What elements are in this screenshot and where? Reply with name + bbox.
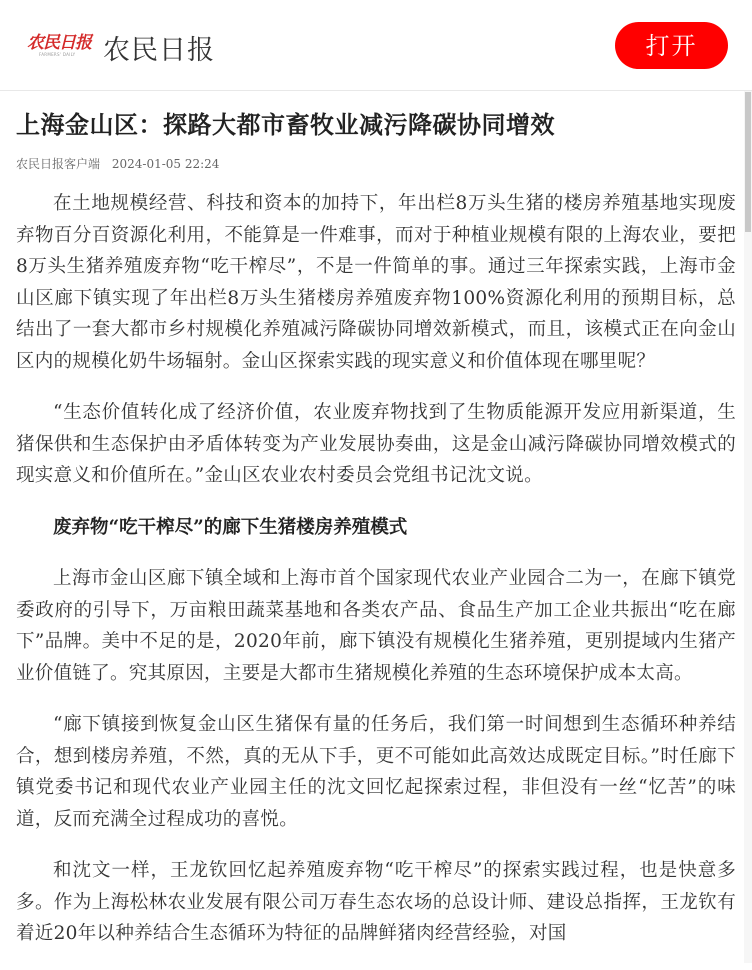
logo-english: FARMERS' DAILY [39, 52, 76, 57]
farmers-daily-logo[interactable] [27, 28, 91, 64]
article [16, 100, 736, 970]
app-header [0, 0, 752, 91]
scrollbar-thumb[interactable] [745, 92, 751, 232]
paragraph: 上海市金山区廊下镇全域和上海市首个国家现代农业产业园合二为一，在廊下镇党委政府的引导下，万亩粮田蔬菜基地和各类农产品、食品生产加工企业共振出“吃在廊下”品牌。美中不足的是，2020年前，廊下镇没有规模化生猪养殖，更别提域内生猪产业价值链了。究其原因，主要是大都市生猪规模化养殖的生态环境保护成本太高。 [16, 568, 736, 684]
paragraph: “廊下镇接到恢复金山区生猪保有量的任务后，我们第一时间想到生态循环种养结合，想到楼房养殖，不然，真的无从下手，更不可能如此高效达成既定目标。”时任廊下镇党委书记和现代农业产业园主任的沈文回忆起探索过程，非但没有一丝“忆苦”的味道，反而充满全过程成功的喜悦。 [16, 714, 736, 830]
article-source: 农民日报客户端 [16, 157, 101, 171]
article-meta [16, 156, 736, 172]
paragraph: “生态价值转化成了经济价值，农业废弃物找到了生物质能源开发应用新渠道，生猪保供和生态保护由矛盾体转变为产业发展协奏曲，这是金山减污降碳协同增效模式的现实意义和价值所在。”金山区农业农村委员会党组书记沈文说。 [16, 402, 736, 486]
scrollbar[interactable] [744, 91, 752, 963]
open-app-button[interactable]: 打开 [615, 22, 728, 69]
paragraph: 在土地规模经营、科技和资本的加持下，年出栏8万头生猪的楼房养殖基地实现废弃物百分百资源化利用，不能算是一件难事，而对于种植业规模有限的上海农业，要把8万头生猪养殖废弃物“吃干榨尽”，不是一件简单的事。通过三年探索实践，上海市金山区廊下镇实现了年出栏8万头生猪楼房养殖废弃物100%资源化利用的预期目标，总结出了一套大都市乡村规模化养殖减污降碳协同增效新模式，而且，该模式正在向金山区内的规模化奶牛场辐射。金山区探索实践的现实意义和价值体现在哪里呢？ [16, 193, 736, 372]
article-title: 上海金山区：探路大都市畜牧业减污降碳协同增效 [16, 110, 555, 139]
paragraph: 和沈文一样，王龙钦回忆起养殖废弃物“吃干榨尽”的探索实践过程，也是快意多多。作为上海松林农业发展有限公司万春生态农场的总设计师、建设总指挥，王龙钦有着近20年以种养结合生态循环为特征的品牌鲜猪肉经营经验，对国 [16, 860, 736, 944]
logo-calligraphy: 农民日报 [27, 33, 91, 53]
article-datetime: 2024-01-05 22:24 [111, 157, 220, 171]
brand-name: 农民日报 [103, 35, 215, 66]
section-subheading: 废弃物“吃干榨尽”的廊下生猪楼房养殖模式 [53, 516, 408, 538]
article-body [16, 188, 736, 950]
